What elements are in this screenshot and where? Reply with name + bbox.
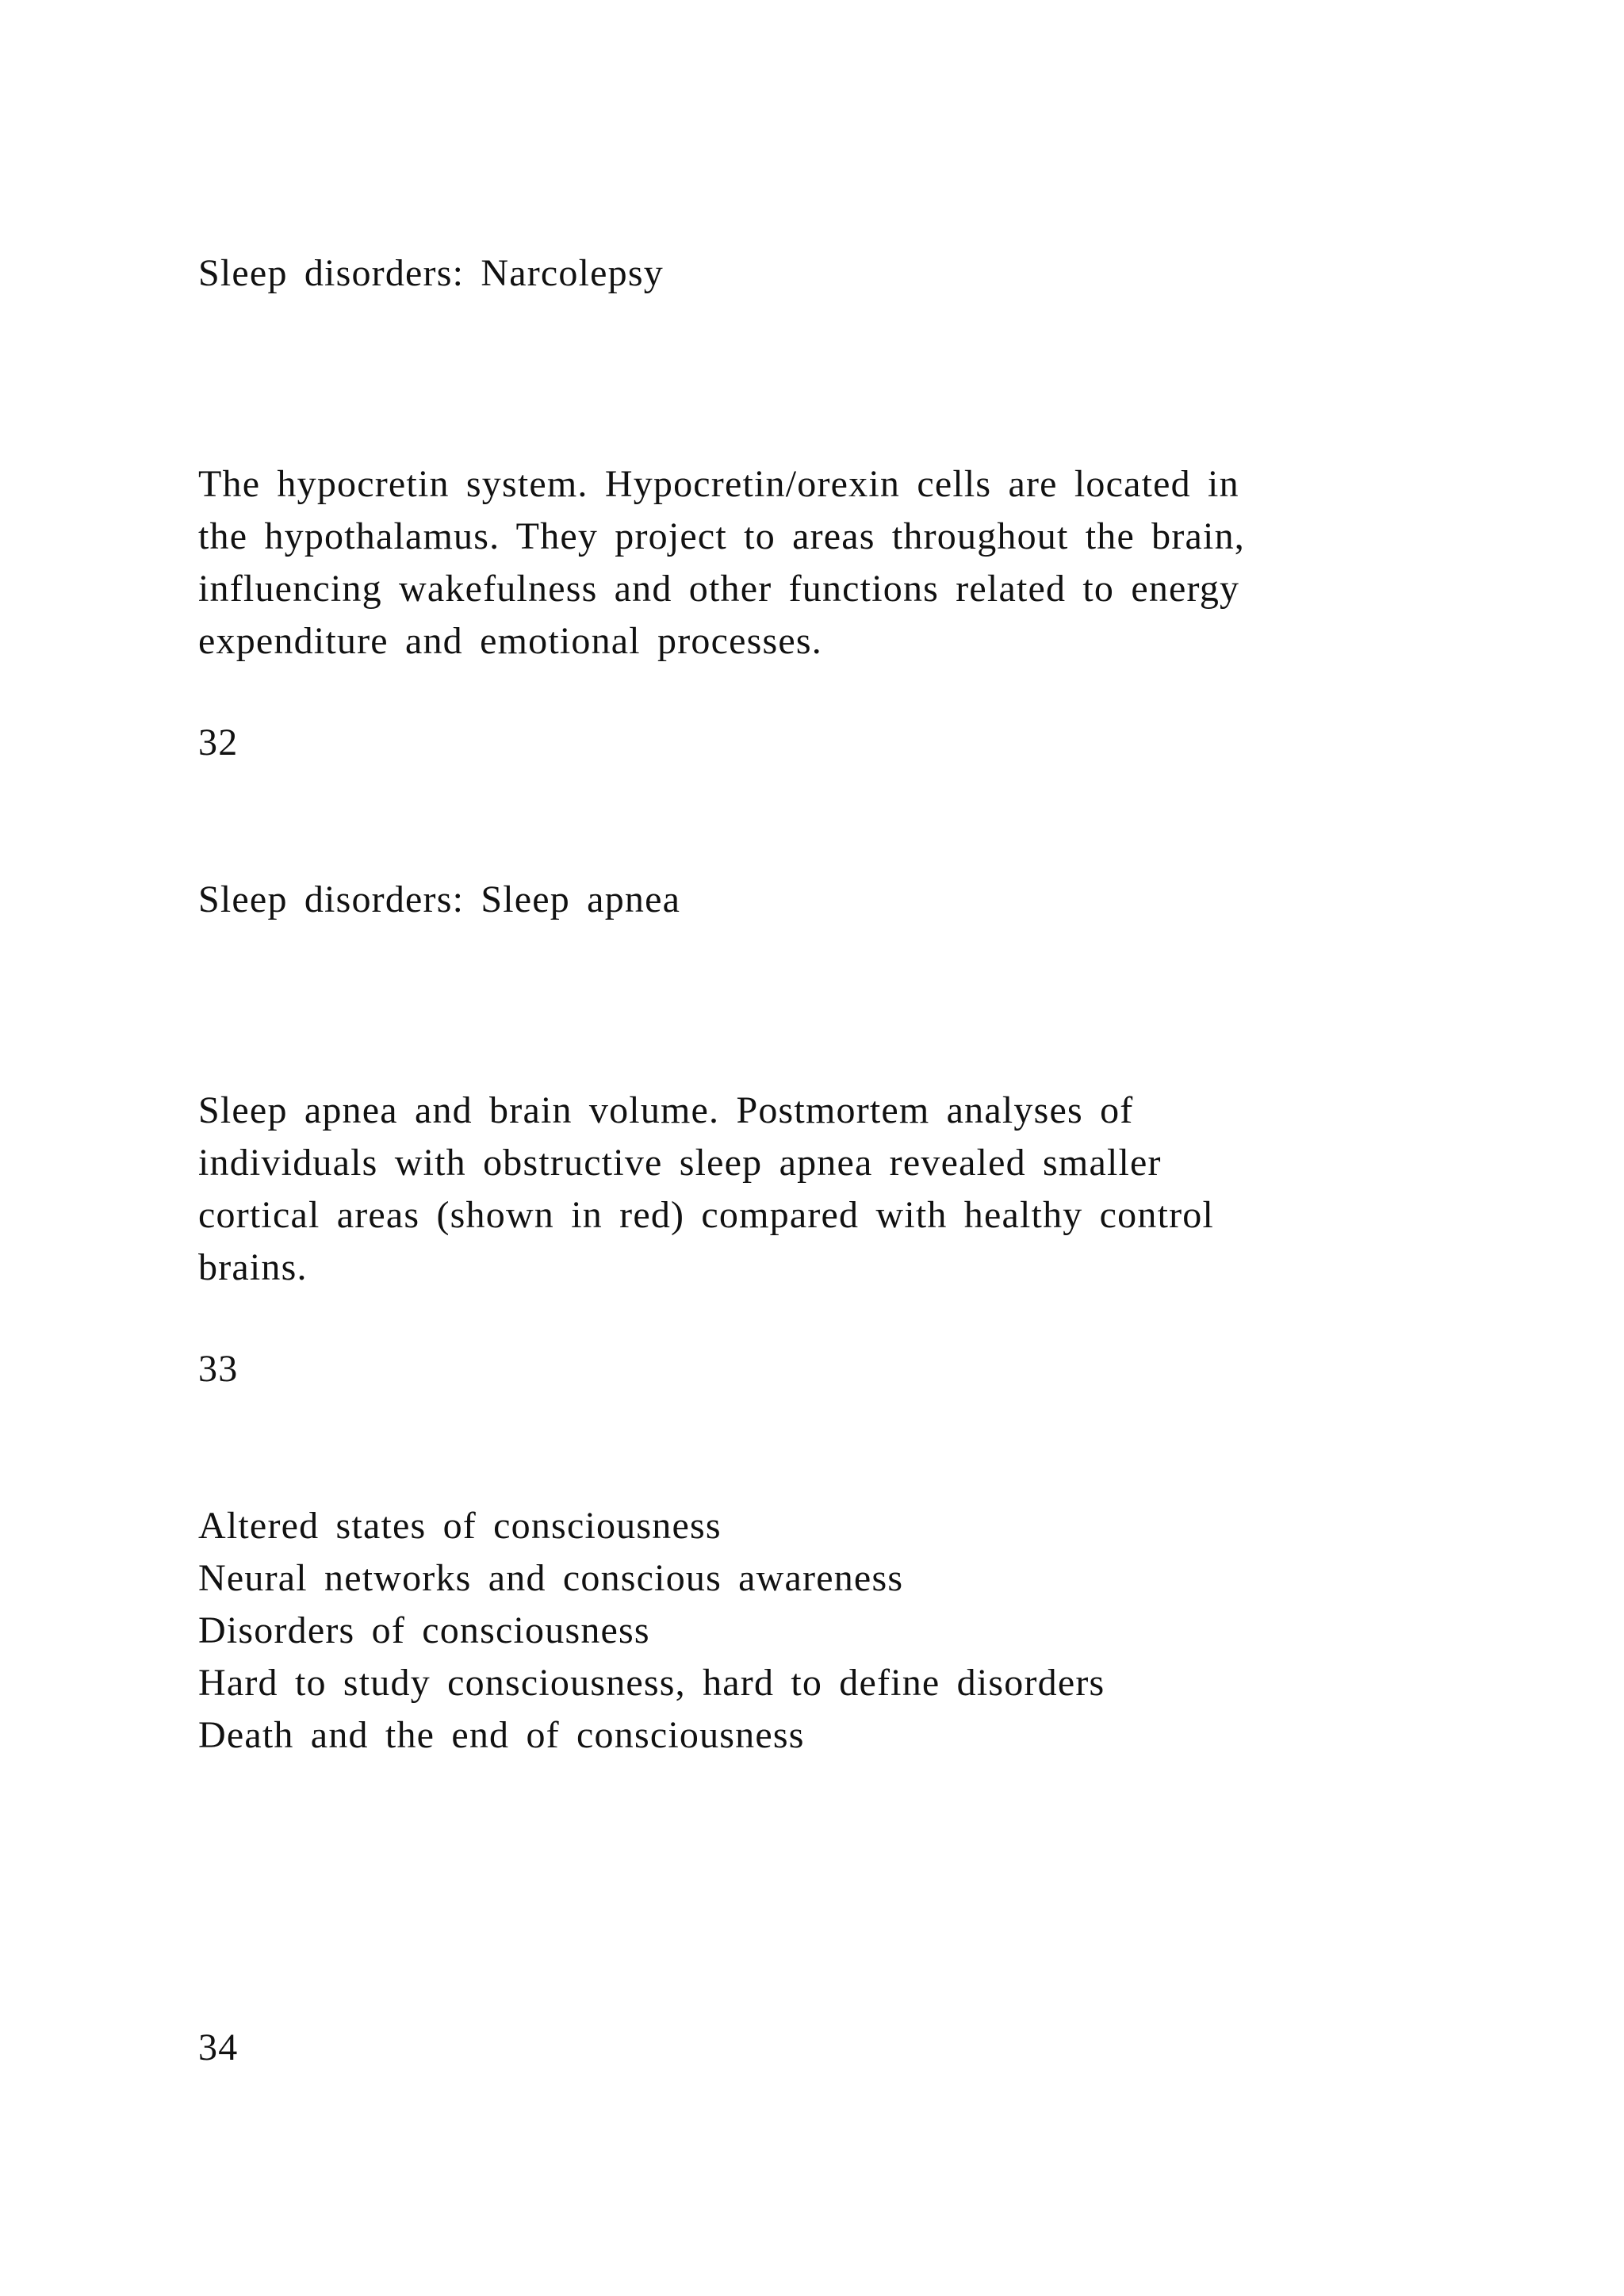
page-number: 33: [198, 1348, 239, 1390]
section-heading-sleep-apnea: Sleep disorders: Sleep apnea: [198, 878, 681, 920]
list-item: Disorders of consciousness: [198, 1609, 650, 1651]
page-number: 32: [198, 721, 239, 763]
caption-line: The hypocretin system. Hypocretin/orexin cells are located in: [198, 463, 1239, 505]
caption-line: Sleep apnea and brain volume. Postmortem analyses of: [198, 1089, 1134, 1131]
caption-line: the hypothalamus. They project to areas throughout the brain,: [198, 515, 1245, 557]
caption-line: expenditure and emotional processes.: [198, 620, 822, 662]
page-number: 34: [198, 2026, 239, 2068]
list-item: Hard to study consciousness, hard to define disorders: [198, 1662, 1105, 1704]
section-heading-narcolepsy: Sleep disorders: Narcolepsy: [198, 252, 664, 294]
caption-line: brains.: [198, 1246, 308, 1288]
list-item: Neural networks and conscious awareness: [198, 1557, 904, 1599]
caption-line: individuals with obstructive sleep apnea revealed smaller: [198, 1142, 1162, 1184]
list-item: Death and the end of consciousness: [198, 1714, 805, 1756]
list-item: Altered states of consciousness: [198, 1505, 722, 1547]
caption-line: influencing wakefulness and other functions related to energy: [198, 568, 1240, 610]
caption-line: cortical areas (shown in red) compared with healthy control: [198, 1194, 1215, 1236]
